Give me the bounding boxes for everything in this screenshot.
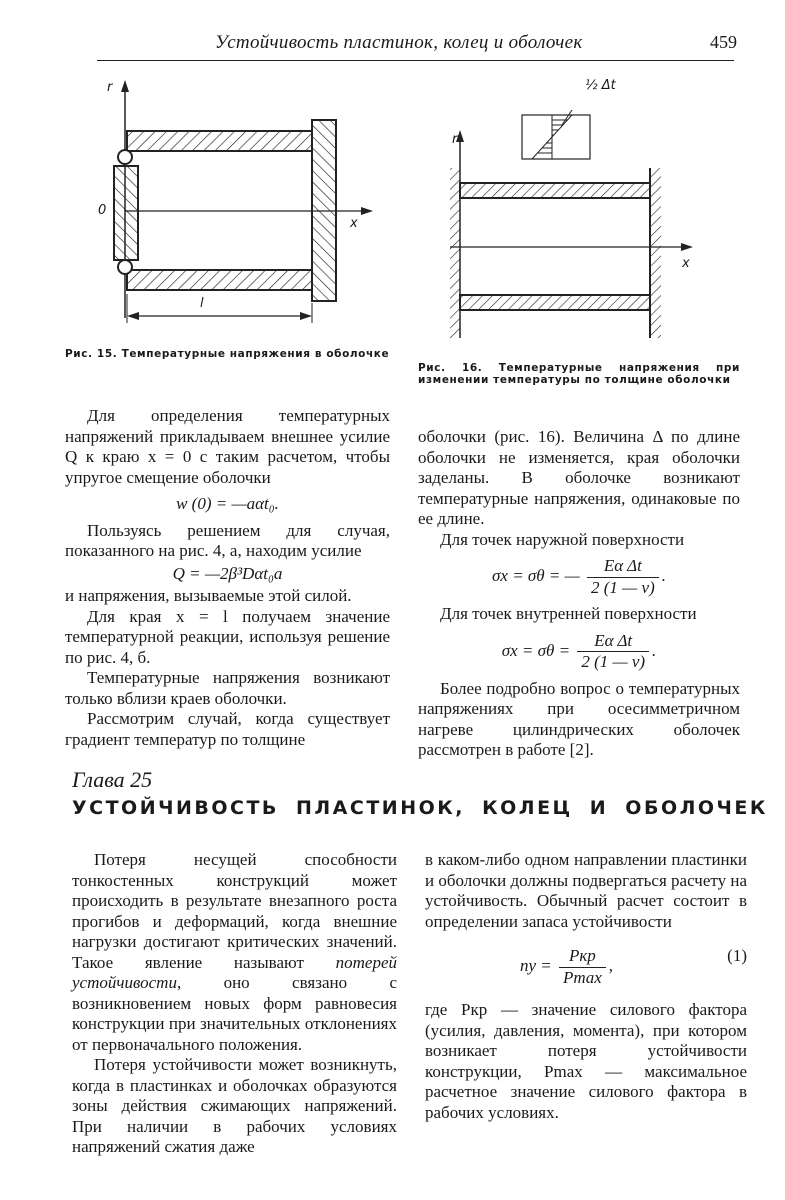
chapter-right-column	[425, 850, 747, 1123]
equation-denominator: Pmax	[563, 967, 602, 987]
paragraph: Для точек наружной поверхности	[440, 529, 685, 549]
paragraph: Потеря устойчивости может возникнуть, когда в пластинках и оболочках образуются зоны действия сжимающих напряжений. При наличии в рабочих условиях напряжений сжатия даже	[72, 1055, 397, 1156]
fig15-origin: 0	[98, 203, 107, 218]
formula-inner-surface: σx = σθ = $\frac{\text{Eα Δt}}{2 (1 — \nu)}$ .	[501, 630, 657, 671]
paragraph: Потеря несущей способности тонкостенных конструкций может происходить в результате внезапного роста прогибов и деформаций, когда внешние нагрузки достигают критических значений. Такое явление называют потерей устойчивости, оно связано с возникновением новых форм равновесия конструкции при значительных отклонениях от первоначального положения.	[72, 850, 397, 1054]
equation-number: (1)	[727, 946, 747, 965]
figure-16-diagram	[450, 110, 710, 340]
paragraph: Более подробно вопрос о температурных напряжениях при осесимметричном нагреве цилиндрических оболочек рассмотрен в работе [2].	[418, 678, 740, 759]
formula-numerator: Eα Δt	[577, 631, 649, 653]
equation-numerator: Pкр	[559, 946, 606, 968]
chapter-left-column	[72, 850, 397, 1158]
paragraph: где Pкр — значение силового фактора (усилия, давления, момента), при котором возникает потеря устойчивости конструкции, Pmax — максимальное расчетное значение силового фактора в рабочих условиях.	[425, 1000, 747, 1122]
equation-1: nу = $\frac{\text{Pкр}}{Pmax}$ , (1)	[520, 946, 747, 987]
emphasized-term: потерей устойчивости	[72, 952, 397, 992]
formula-w0: w (0) = —aαt₀.	[176, 494, 279, 513]
equation-lhs: nу =	[520, 955, 552, 975]
paragraph: Температурные напряжения возникают только вблизи краев оболочки.	[65, 668, 390, 708]
running-title: Устойчивость пластинок, колец и оболочек	[215, 32, 583, 53]
figure-16-caption: Рис. 16. Температурные напряжения при изменении температуры по толщине оболочки	[418, 362, 740, 386]
paragraph: Для края x = l получаем значение температурной реакции, используя решение по рис. 4, б.	[65, 606, 390, 667]
paragraph: оболочки (рис. 16). Величина Δ по длине оболочки не изменяется, края оболочки заделаны. В оболочке возникают температурные напряжения, одинаковые по ее длине.	[418, 427, 740, 528]
header-rule	[97, 60, 734, 61]
paragraph: и напряжения, вызываемые этой силой.	[65, 586, 352, 605]
paragraph: Для точек внутренней поверхности	[440, 604, 697, 623]
fig15-axis-r: r	[107, 80, 113, 95]
chapter-title: УСТОЙЧИВОСТЬ ПЛАСТИНОК, КОЛЕЦ И ОБОЛОЧЕК	[72, 797, 768, 819]
formula-Q: Q = —2β³Dαt₀a	[172, 563, 283, 583]
formula-lhs: σx = σθ = —	[492, 565, 580, 585]
fig15-length-label: l	[200, 296, 204, 311]
left-column	[65, 406, 390, 750]
paragraph: Пользуясь решением для случая, показанного на рис. 4, а, находим усилие	[65, 520, 390, 560]
paragraph: Для определения температурных напряжений прикладываем внешнее усилие Q к краю x = 0 с таким расчетом, чтобы упругое смещение оболочки	[65, 406, 390, 487]
formula-outer-surface: σx = σθ = — $\frac{\text{Eα Δt}}{2 (1 — \nu)}$ .	[492, 556, 666, 597]
paragraph: Рассмотрим случай, когда существует градиент температур по толщине	[65, 709, 390, 749]
figure-15-caption: Рис. 15. Температурные напряжения в оболочке	[65, 348, 390, 360]
fig16-gradient-label: ½ Δt	[585, 78, 616, 93]
formula-denominator: 2 (1 — ν)	[581, 652, 646, 671]
formula-numerator: Eα Δt	[587, 556, 659, 578]
formula-lhs: σx = σθ =	[501, 640, 571, 660]
fig16-axis-x: x	[682, 256, 690, 271]
fig16-axis-r: r	[452, 132, 458, 147]
chapter-label: Глава 25	[72, 767, 153, 792]
formula-denominator: 2 (1 — ν)	[591, 577, 655, 597]
fig15-axis-x: x	[350, 216, 358, 231]
figure-15-diagram	[95, 78, 385, 328]
page-number: 459	[710, 32, 737, 52]
right-column	[418, 427, 740, 761]
paragraph: в каком-либо одном направлении пластинки и оболочки должны подвергаться расчету на устойчивость. Обычный расчет состоит в определении запаса устойчивости	[425, 850, 747, 931]
